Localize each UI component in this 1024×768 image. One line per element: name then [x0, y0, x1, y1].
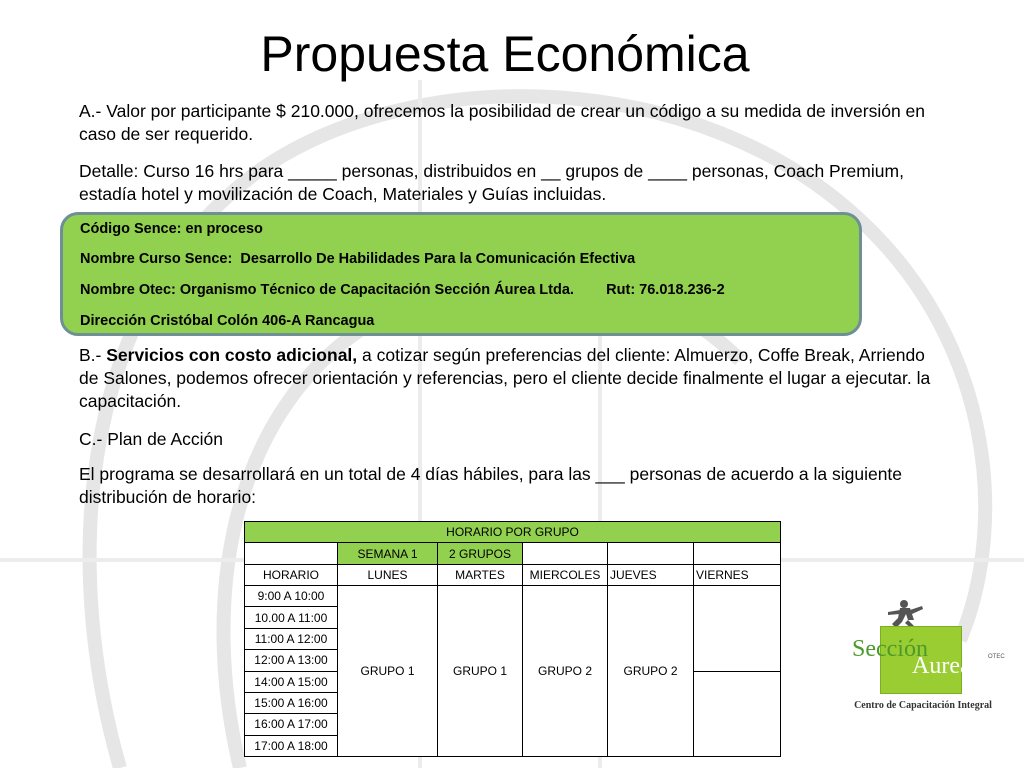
column-header: MIERCOLES — [523, 564, 608, 585]
table-row — [245, 564, 781, 585]
paragraph-detalle: Detalle: Curso 16 hrs para _____ personas, distribuidos en __ grupos de ____ personas, Coach Premium, estadía hotel y movilización de Coach, Materiales y Guías incluidas. — [79, 161, 904, 204]
direccion: Dirección Cristóbal Colón 406-A Rancagua — [80, 313, 375, 329]
table-cell — [245, 543, 338, 564]
semana-cell: SEMANA 1 — [338, 543, 438, 564]
time-cell: 14:00 A 15:00 — [245, 671, 338, 692]
paragraph-programa: El programa se desarrollará en un total de 4 días hábiles, para las ___ personas de acuerdo a la siguiente distribución de horario: — [79, 464, 903, 507]
codigo-sence: Código Sence: en proceso — [80, 221, 263, 237]
table-row — [245, 522, 781, 543]
column-header: VIERNES — [694, 564, 781, 585]
b-prefix: B.- — [79, 345, 107, 365]
table-row — [245, 586, 781, 607]
logo-word-seccion: Sección — [852, 636, 928, 662]
time-cell: 10.00 A 11:00 — [245, 607, 338, 628]
table-cell — [608, 543, 694, 564]
time-cell: 12:00 A 13:00 — [245, 650, 338, 671]
time-cell: 17:00 A 18:00 — [245, 735, 338, 756]
grupos-cell: 2 GRUPOS — [438, 543, 523, 564]
logo-subtitle: Centro de Capacitación Integral — [854, 700, 992, 711]
schedule-table — [244, 521, 781, 757]
group-cell: GRUPO 2 — [523, 586, 608, 757]
time-cell: 15:00 A 16:00 — [245, 692, 338, 713]
group-cell: GRUPO 1 — [438, 586, 523, 757]
nombre-curso: Nombre Curso Sence: Desarrollo De Habilidades Para la Comunicación Efectiva — [80, 251, 636, 267]
paragraph-valor: A.- Valor por participante $ 210.000, ofrecemos la posibilidad de crear un código a su medida de inversión en caso de ser requerido. — [79, 101, 926, 144]
nombre-otec: Nombre Otec: Organismo Técnico de Capacitación Sección Áurea Ltda. Rut: 76.018.236-2 — [80, 282, 725, 298]
time-cell: 16:00 A 17:00 — [245, 714, 338, 735]
schedule-header: HORARIO POR GRUPO — [245, 522, 781, 543]
logo-word-aurea: Aurea — [912, 653, 971, 679]
table-cell — [694, 671, 781, 756]
paragraph-plan: C.- Plan de Acción — [79, 429, 223, 449]
time-cell: 9:00 A 10:00 — [245, 586, 338, 607]
table-row — [245, 543, 781, 564]
table-cell — [694, 543, 781, 564]
table-cell — [523, 543, 608, 564]
time-cell: 11:00 A 12:00 — [245, 628, 338, 649]
column-header: LUNES — [338, 564, 438, 585]
logo-otec: OTEC — [988, 654, 1005, 660]
group-cell: GRUPO 2 — [608, 586, 694, 757]
paragraph-servicios — [79, 344, 949, 413]
seccion-aurea-logo — [848, 598, 1005, 718]
table-cell — [694, 586, 781, 671]
b-rest: a cotizar según preferencias del cliente: Almuerzo, Coffe Break, Arriendo de Salones, podemos ofrecer orientación y referencias, pero el cliente decide finalmente el lugar a ejecutar. la capacitación. — [79, 345, 931, 411]
group-cell: GRUPO 1 — [338, 586, 438, 757]
b-bold: Servicios con costo adicional, — [106, 345, 358, 365]
column-header: MARTES — [438, 564, 523, 585]
sence-info-box — [60, 212, 862, 336]
column-header: HORARIO — [245, 564, 338, 585]
column-header: JUEVES — [608, 564, 694, 585]
page-title: Propuesta Económica — [260, 26, 750, 82]
